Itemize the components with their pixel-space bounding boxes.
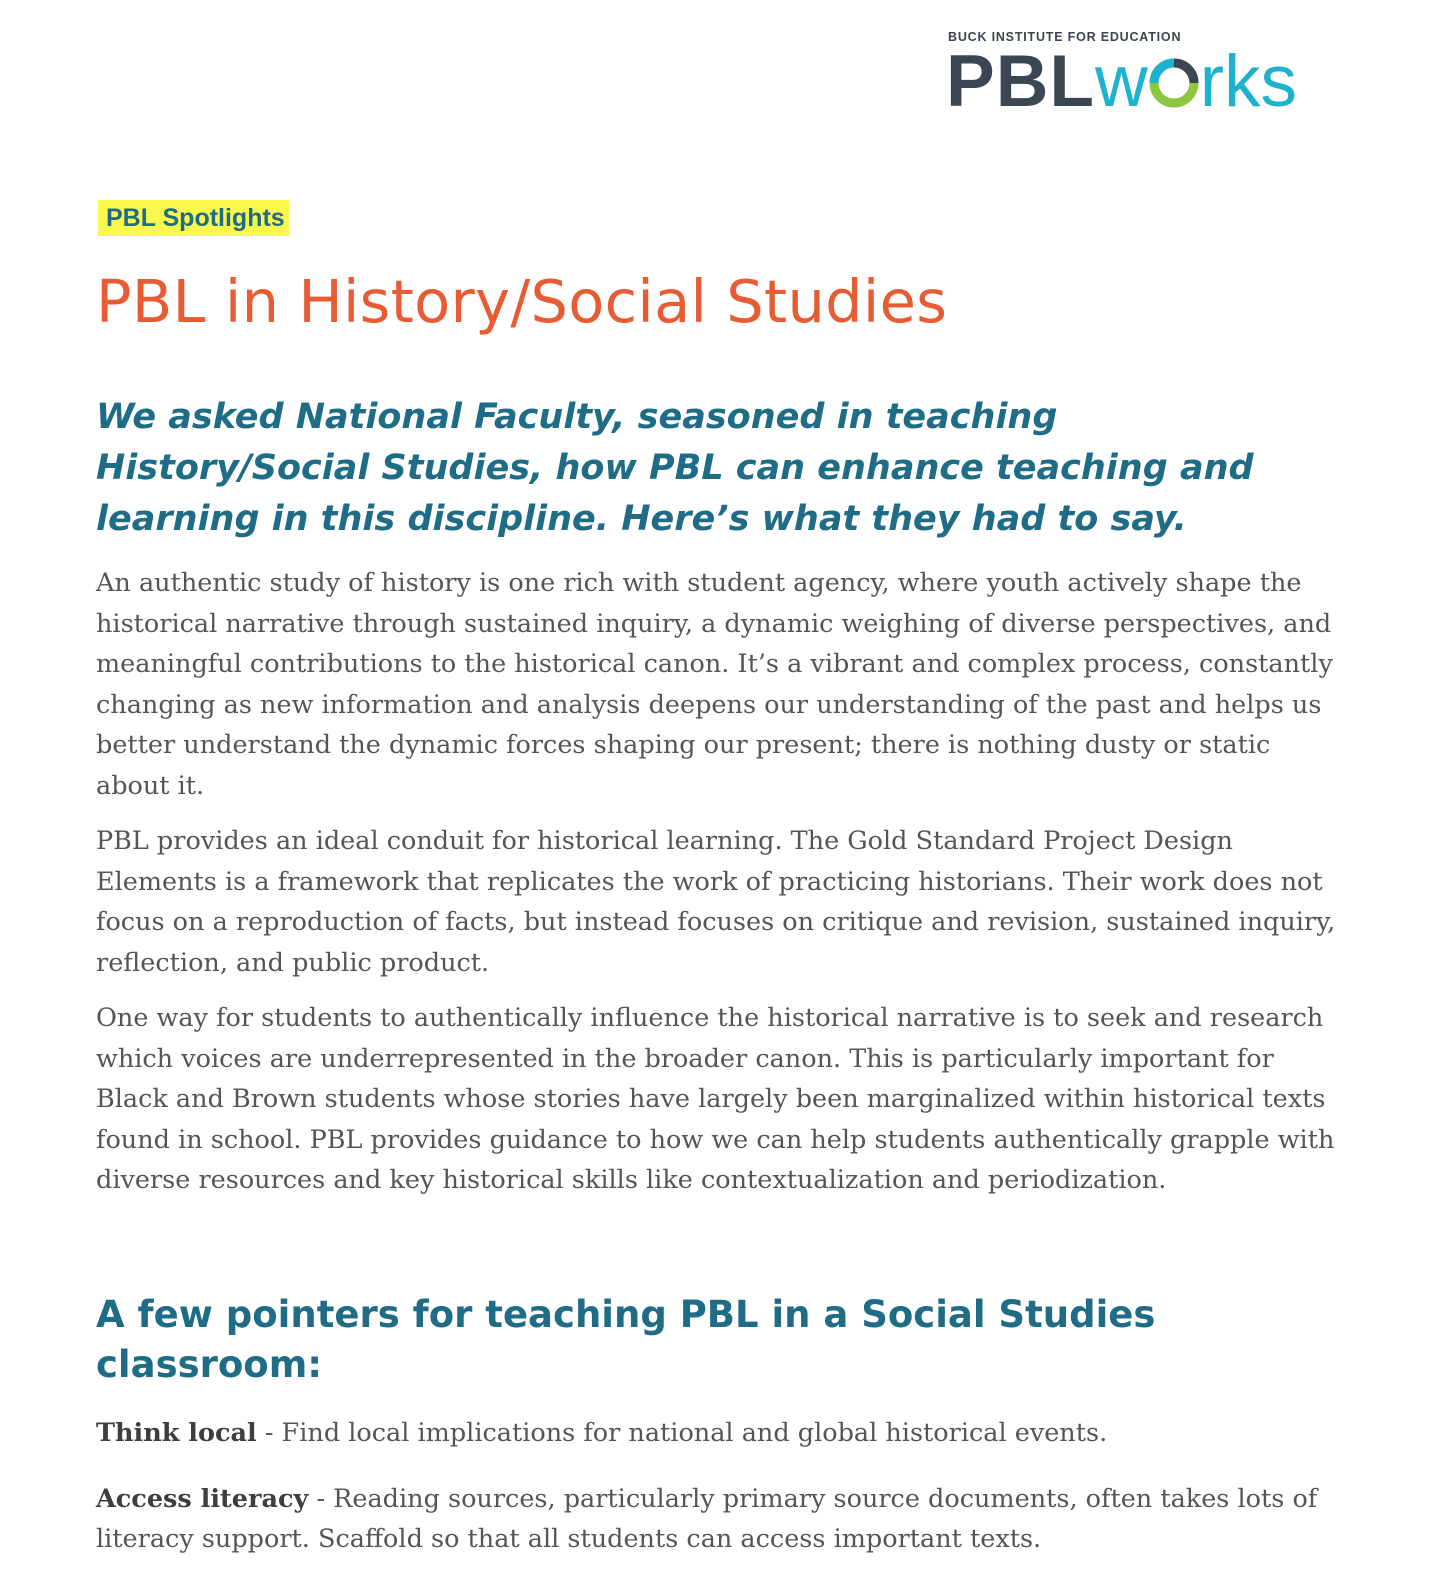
pointer-term: Think local [96,1418,257,1448]
pointer-term: Access literacy [96,1484,309,1514]
body-paragraph-3: One way for students to authentically influence the historical narrative is to seek and research which voices are underrepresented in the broader canon. This is particularly important for Black and Brown students whose stories have largely been marginalized within historical texts found in school. PBL provides guidance to how we can help students authentically grapple with diverse resources and key historical skills like contextualization and periodization. [96,1003,1335,1195]
pointer-item [96,1479,1336,1559]
logo-word-w: w [1095,41,1148,122]
body-paragraph-1: An authentic study of history is one rich with student agency, where youth actively shape the historical narrative through sustained inquiry, a dynamic weighing of diverse perspectives, and meaningful contributions to the historical canon. It’s a vibrant and complex process, constantly changing as new information and analysis deepens our understanding of the past and helps us better understand the dynamic forces shaping our present; there is nothing dusty or static about it. [96,568,1333,801]
logo-organization-name: BUCK INSTITUTE FOR EDUCATION [948,30,1182,44]
logo-wordmark [946,40,1297,124]
intro-subtitle: We asked National Faculty, seasoned in teaching History/Social Studies, how PBL can enhance teaching and learning in this discipline. Here’s what they had to say. [96,397,1254,539]
pointer-item [96,1413,1336,1453]
logo-word-rks: rks [1199,41,1298,122]
pointers-heading: A few pointers for teaching PBL in a Social Studies classroom: [96,1293,1156,1386]
page-title: PBL in History/Social Studies [96,267,948,336]
logo-word-pbl: PBL [946,41,1095,122]
pblworks-logo [946,26,1328,122]
logo-ring-icon [1149,42,1199,92]
spotlight-label: PBL Spotlights [98,200,289,236]
body-paragraph-2: PBL provides an ideal conduit for historical learning. The Gold Standard Project Design Elements is a framework that replicates the work of practicing historians. Their work does not focus on a reproduction of facts, but instead focuses on critique and revision, sustained inquiry, reflection, and public product. [96,826,1336,978]
pointer-text: - Reading sources, particularly primary source documents, often takes lots of literacy support. Scaffold so that all students can access important texts. [96,1484,1318,1554]
pointer-text: - Find local implications for national and global historical events. [256,1418,1108,1448]
